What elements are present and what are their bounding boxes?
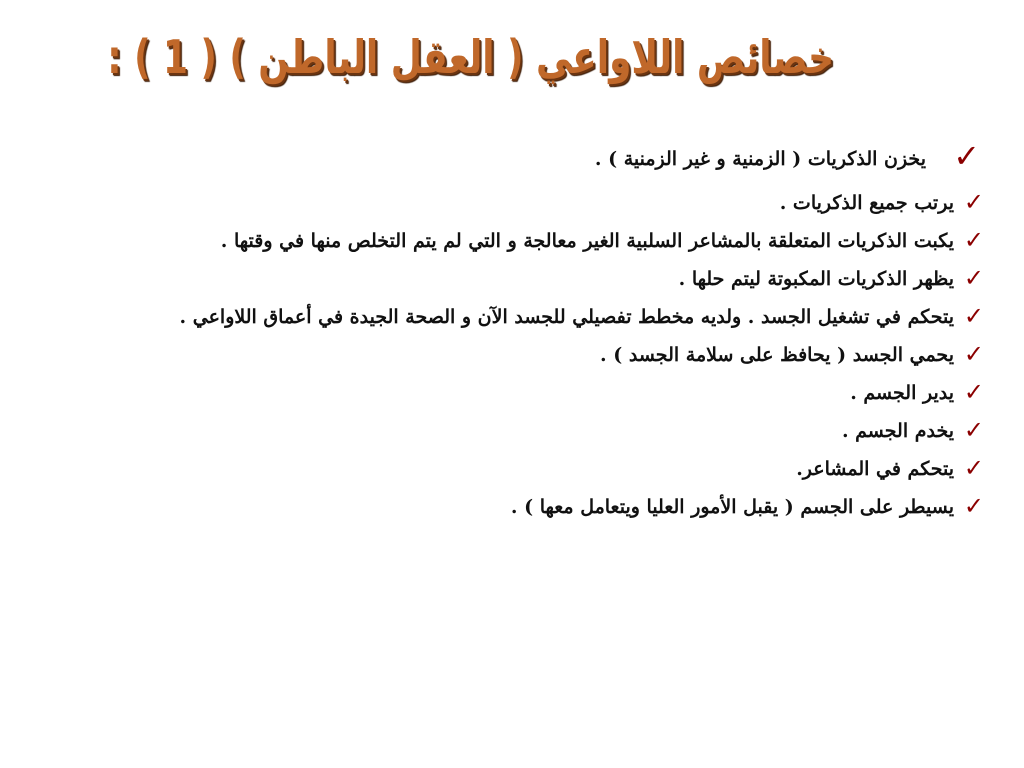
list-item-text: يكبت الذكريات المتعلقة بالمشاعر السلبية الغير معالجة و التي لم يتم التخلص منها في وقتها . bbox=[220, 230, 954, 252]
list-item bbox=[64, 336, 984, 374]
list-item bbox=[64, 488, 984, 526]
slide-title: خصائص اللاواعي ( العقل الباطن ) ( 1 ) : bbox=[107, 30, 835, 84]
check-mark-icon: ✓ bbox=[963, 264, 984, 292]
check-mark-icon: ✓ bbox=[963, 340, 984, 368]
list-item bbox=[64, 260, 984, 298]
check-mark-icon: ✓ bbox=[953, 137, 980, 175]
check-mark-icon: ✓ bbox=[963, 454, 984, 482]
list-item-text: يخزن الذكريات ( الزمنية و غير الزمنية ) . bbox=[594, 148, 926, 170]
list-item bbox=[64, 374, 984, 412]
bullet-list bbox=[64, 137, 984, 526]
check-mark-icon: ✓ bbox=[963, 188, 984, 216]
list-item bbox=[64, 184, 984, 222]
list-item-text: يتحكم في المشاعر. bbox=[796, 458, 954, 480]
list-item-text: يرتب جميع الذكريات . bbox=[779, 192, 954, 214]
check-mark-icon: ✓ bbox=[963, 226, 984, 254]
list-item bbox=[64, 222, 984, 260]
list-item-text: يخدم الجسم . bbox=[841, 420, 954, 442]
list-item bbox=[64, 137, 984, 178]
list-item-text: يسيطر على الجسم ( يقبل الأمور العليا ويتعامل معها ) . bbox=[510, 496, 954, 518]
list-item bbox=[64, 298, 984, 336]
list-item bbox=[64, 450, 984, 488]
list-item-text: يدير الجسم . bbox=[850, 382, 954, 404]
check-mark-icon: ✓ bbox=[963, 416, 984, 444]
list-item-text: يظهر الذكريات المكبوتة ليتم حلها . bbox=[678, 268, 954, 290]
list-item bbox=[64, 412, 984, 450]
list-item-text: يتحكم في تشغيل الجسد . ولديه مخطط تفصيلي للجسد الآن و الصحة الجيدة في أعماق اللاواعي . bbox=[179, 306, 954, 328]
list-item-text: يحمي الجسد ( يحافظ على سلامة الجسد ) . bbox=[600, 344, 954, 366]
check-mark-icon: ✓ bbox=[963, 378, 984, 406]
check-mark-icon: ✓ bbox=[963, 492, 984, 520]
check-mark-icon: ✓ bbox=[963, 302, 984, 330]
